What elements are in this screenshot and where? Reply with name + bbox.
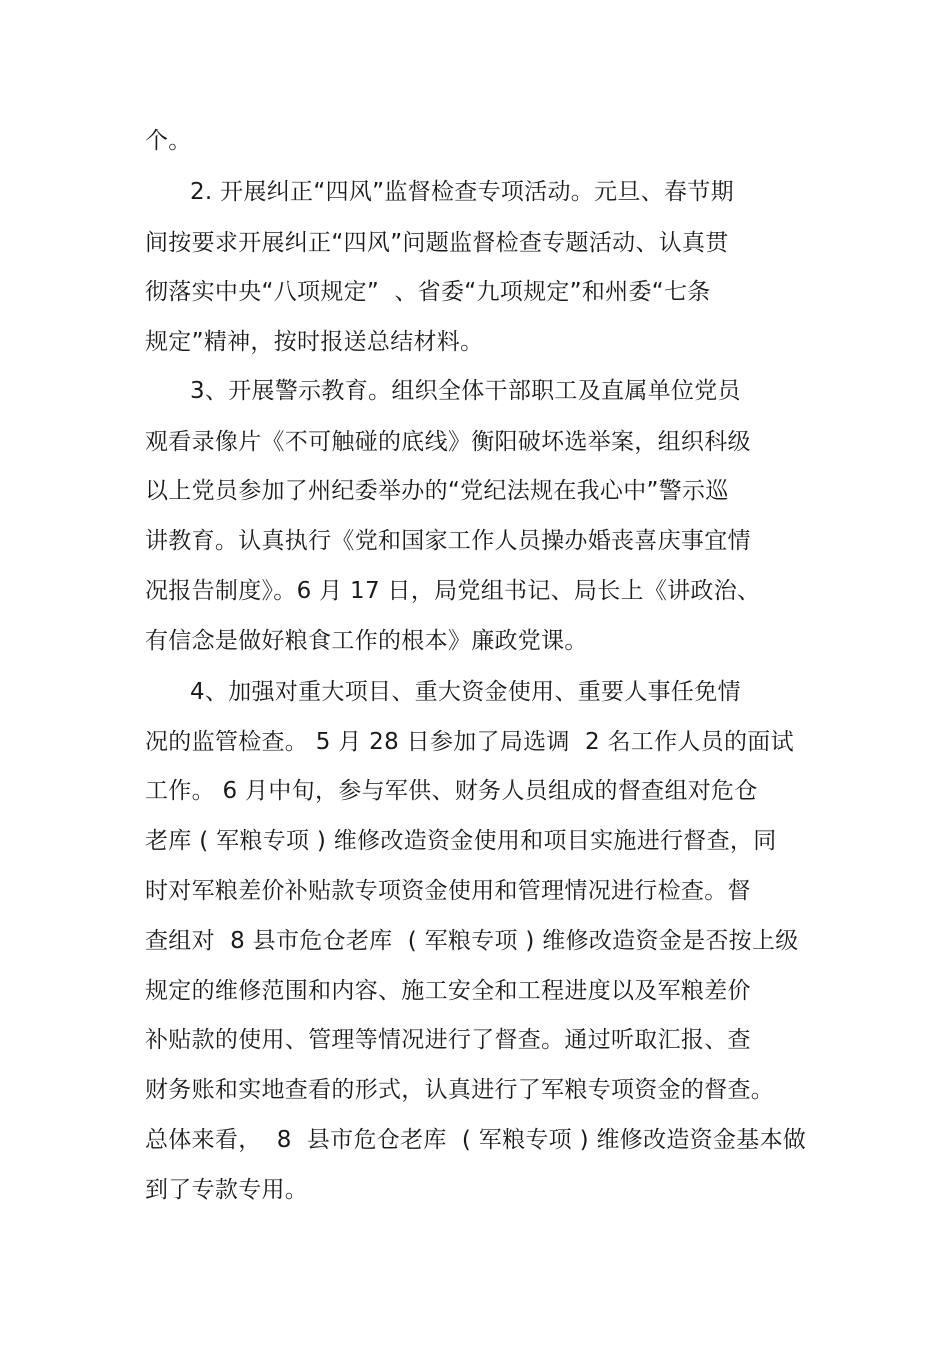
text-line: 观看录像片《不可触碰的底线》衡阳破坏选举案，组织科级 [145, 429, 751, 455]
text-line: 以上党员参加了州纪委举办的“党纪法规在我心中”警示巡 [145, 478, 729, 504]
text-line: 老库 ( 军粮专项 ) 维修改造资金使用和项目实施进行督查，同 [145, 828, 777, 854]
text-line: 彻落实中央“八项规定” 、省委“九项规定”和州委“七条 [145, 279, 711, 305]
text-line: 3、开展警示教育。组织全体干部职工及直属单位党员 [190, 378, 741, 404]
text-line: 财务账和实地查看的形式，认真进行了军粮专项资金的督查。 [145, 1077, 775, 1103]
text-line: 补贴款的使用、管理等情况进行了督查。通过听取汇报、查 [145, 1027, 751, 1053]
text-line: 查组对 8 县市危仓老库 ( 军粮专项 ) 维修改造资金是否按上级 [145, 928, 799, 954]
text-line: 况报告制度》。6 月 17 日，局党组书记、局长上《讲政治、 [145, 578, 761, 604]
text-line: 时对军粮差价补贴款专项资金使用和管理情况进行检查。督 [145, 878, 751, 904]
text-line: 况的监管检查。 5 月 28 日参加了局选调 2 名工作人员的面试 [145, 729, 794, 755]
text-line: 2. 开展纠正“四风”监督检查专项活动。元旦、春节期 [190, 179, 734, 205]
text-line: 工作。 6 月中旬，参与军供、财务人员组成的督查组对危仓 [145, 778, 758, 804]
text-line: 总体来看， 8 县市危仓老库 ( 军粮专项 ) 维修改造资金基本做 [145, 1127, 807, 1153]
text-line: 4、加强对重大项目、重大资金使用、重要人事任免情 [190, 679, 741, 705]
text-line: 规定”精神，按时报送总结材料。 [145, 329, 484, 355]
text-line: 讲教育。认真执行《党和国家工作人员操办婚丧喜庆事宜情 [145, 528, 751, 554]
text-line: 规定的维修范围和内容、施工安全和工程进度以及军粮差价 [145, 978, 751, 1004]
text-line: 间按要求开展纠正“四风”问题监督检查专题活动、认真贯 [145, 230, 729, 256]
text-line: 有信念是做好粮食工作的根本》廉政党课。 [145, 628, 588, 654]
text-line: 到了专款专用。 [145, 1177, 309, 1203]
text-line: 个。 [145, 128, 192, 154]
